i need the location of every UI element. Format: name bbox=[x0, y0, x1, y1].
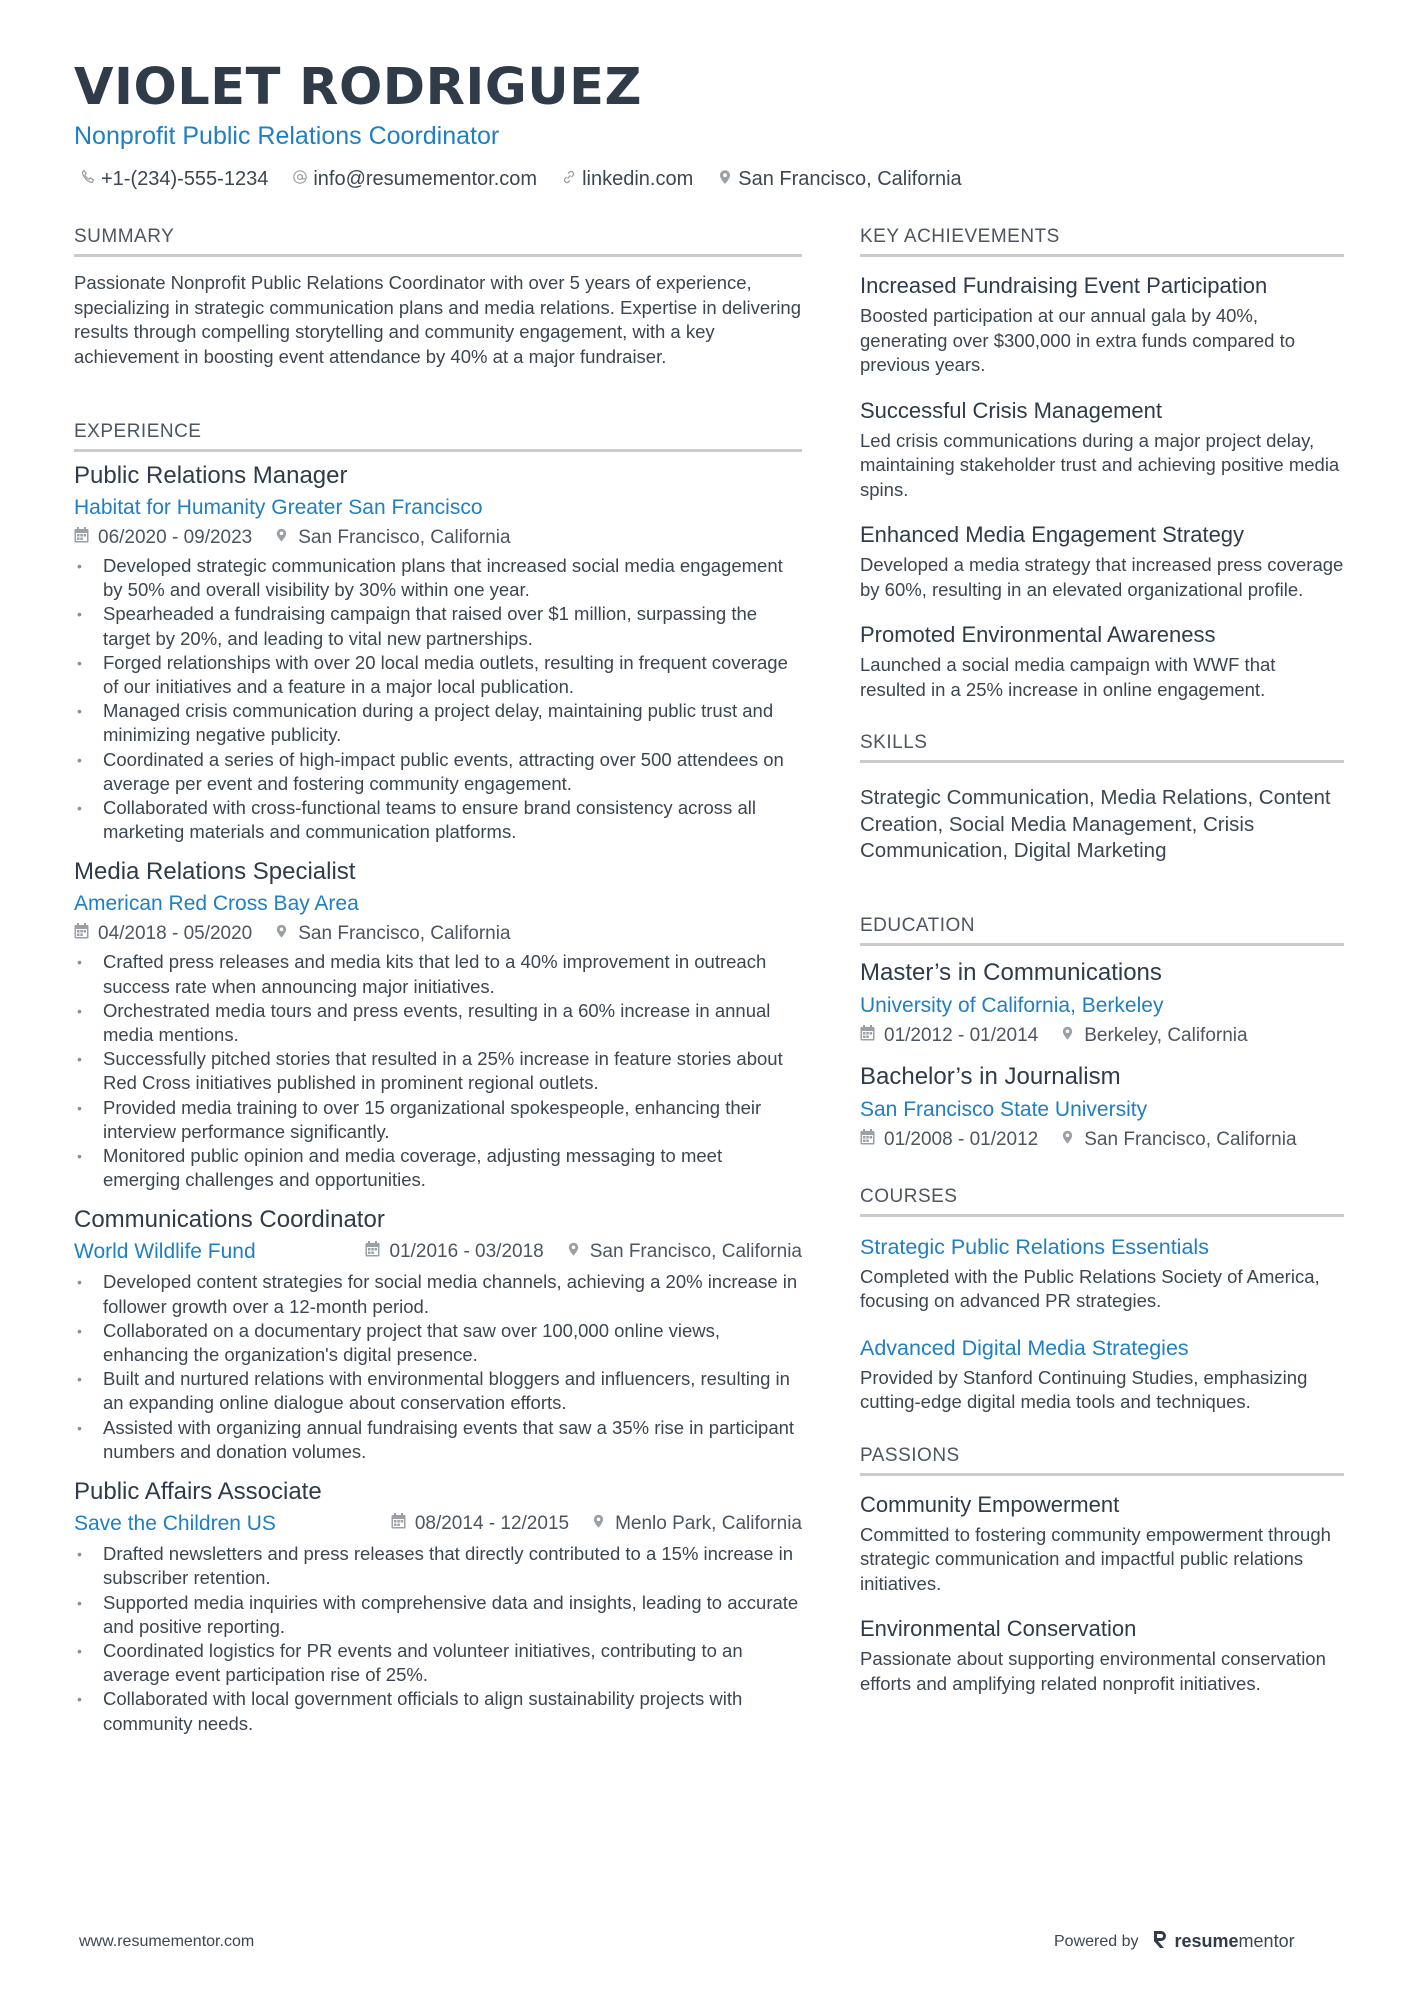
passion-item bbox=[860, 1490, 1344, 1597]
education-heading: EDUCATION bbox=[860, 915, 1344, 946]
job-location bbox=[566, 1238, 802, 1266]
job-meta bbox=[74, 920, 802, 948]
calendar-icon bbox=[74, 920, 89, 948]
job-location bbox=[591, 1510, 802, 1538]
location-pin-icon bbox=[274, 920, 289, 948]
job-bullet: • Provided media training to over 15 organizational spokespeople, enhancing their interview performance significantly. bbox=[74, 1096, 802, 1144]
achievement-desc: Launched a social media campaign with WWF that resulted in a 25% increase in online engagement. bbox=[860, 654, 1276, 700]
education-dates-text: 01/2012 - 01/2014 bbox=[884, 1024, 1039, 1046]
contact-phone-text: +1-(234)-555-1234 bbox=[101, 168, 269, 190]
job-company: Habitat for Humanity Greater San Francisco bbox=[74, 496, 483, 519]
at-icon bbox=[292, 168, 308, 191]
education-location bbox=[1060, 1126, 1296, 1154]
summary-heading: SUMMARY bbox=[74, 226, 802, 257]
education-dates bbox=[860, 1022, 1038, 1050]
job-bullets bbox=[74, 554, 802, 844]
courses-section bbox=[860, 1186, 1344, 1415]
job-dates bbox=[365, 1238, 543, 1266]
candidate-role: Nonprofit Public Relations Coordinator bbox=[74, 122, 500, 150]
job-bullet: • Collaborated on a documentary project that saw over 100,000 online views, enhancing the organization's digital presence. bbox=[74, 1319, 802, 1367]
course-item bbox=[860, 1231, 1344, 1314]
education-location-text: Berkeley, California bbox=[1084, 1024, 1248, 1046]
calendar-icon bbox=[860, 1126, 875, 1154]
course-desc: Completed with the Public Relations Society of America, focusing on advanced PR strategies. bbox=[860, 1265, 1320, 1311]
achievement-item bbox=[860, 520, 1344, 602]
achievements-heading: KEY ACHIEVEMENTS bbox=[860, 226, 1344, 257]
job-location bbox=[274, 524, 510, 552]
achievement-desc: Boosted participation at our annual gala by 40%, generating over $300,000 in extra funds compared to previous years. bbox=[860, 305, 1296, 375]
job-entry bbox=[74, 460, 802, 844]
footer-branding bbox=[1054, 1929, 1295, 1954]
job-bullet: • Collaborated with cross-functional teams to ensure brand consistency across all marketing materials and communication platforms. bbox=[74, 796, 802, 844]
course-title: Strategic Public Relations Essentials bbox=[860, 1234, 1209, 1259]
passion-item bbox=[860, 1614, 1344, 1696]
job-bullet: • Monitored public opinion and media coverage, adjusting messaging to meet emerging challenges and opportunities. bbox=[74, 1144, 802, 1192]
job-dates-text: 04/2018 - 05/2020 bbox=[98, 923, 253, 945]
job-bullet: • Developed content strategies for social media channels, achieving a 20% increase in follower growth over a 12-month period. bbox=[74, 1270, 802, 1318]
achievement-title: Successful Crisis Management bbox=[860, 397, 1163, 423]
powered-by-label: Powered by bbox=[1054, 1932, 1139, 1950]
location-pin-icon bbox=[566, 1238, 581, 1266]
education-school: San Francisco State University bbox=[860, 1097, 1148, 1121]
job-bullet: • Orchestrated media tours and press events, resulting in a 60% increase in annual media mentions. bbox=[74, 999, 802, 1047]
passion-title: Community Empowerment bbox=[860, 1491, 1120, 1517]
job-bullet: • Spearheaded a fundraising campaign that raised over $1 million, surpassing the target by 20%, and leading to vital new partnerships. bbox=[74, 602, 802, 650]
education-dates bbox=[860, 1126, 1038, 1154]
passion-title: Environmental Conservation bbox=[860, 1616, 1137, 1641]
course-desc: Provided by Stanford Continuing Studies, emphasizing cutting-edge digital media tools and techniques. bbox=[860, 1366, 1308, 1412]
footer-website[interactable]: www.resumementor.com bbox=[79, 1933, 255, 1950]
passion-desc: Passionate about supporting environmental conservation efforts and amplifying related nonprofit initiatives. bbox=[860, 1648, 1326, 1694]
job-company: American Red Cross Bay Area bbox=[74, 892, 359, 916]
resumementor-logo-icon bbox=[1151, 1929, 1169, 1954]
location-pin-icon bbox=[1060, 1126, 1075, 1154]
job-title: Public Affairs Associate bbox=[74, 1478, 322, 1506]
job-bullet: • Managed crisis communication during a project delay, maintaining public trust and minimizing negative publicity. bbox=[74, 699, 802, 747]
candidate-name: VIOLET RODRIGUEZ bbox=[74, 58, 642, 117]
location-pin-icon bbox=[1060, 1022, 1075, 1050]
achievement-desc: Led crisis communications during a major project delay, maintaining stakeholder trust and achieving positive media spins. bbox=[860, 429, 1340, 500]
job-bullet: • Coordinated a series of high-impact public events, attracting over 500 attendees on average per event and fostering community engagement. bbox=[74, 748, 802, 796]
achievement-item bbox=[860, 620, 1344, 702]
education-item bbox=[860, 1060, 1344, 1154]
education-meta bbox=[860, 1126, 1344, 1154]
job-location-text: Menlo Park, California bbox=[615, 1513, 802, 1535]
job-bullet: • Assisted with organizing annual fundraising events that saw a 35% rise in participant numbers and donation volumes. bbox=[74, 1416, 802, 1464]
job-entry bbox=[74, 1204, 802, 1464]
education-school: University of California, Berkeley bbox=[860, 993, 1164, 1017]
job-bullet: • Supported media inquiries with comprehensive data and insights, leading to accurate and positive reporting. bbox=[74, 1591, 802, 1639]
job-dates bbox=[391, 1510, 569, 1538]
education-degree: Master’s in Communications bbox=[860, 958, 1162, 986]
job-dates-text: 08/2014 - 12/2015 bbox=[414, 1513, 570, 1535]
job-meta bbox=[74, 524, 802, 552]
education-section bbox=[860, 915, 1344, 1154]
contact-linkedin bbox=[561, 168, 693, 191]
job-bullets bbox=[74, 1270, 802, 1464]
job-company: World Wildlife Fund bbox=[74, 1240, 256, 1264]
brand-logo[interactable] bbox=[1151, 1929, 1295, 1954]
job-location-text: San Francisco, California bbox=[589, 1241, 802, 1263]
contact-email bbox=[292, 168, 537, 191]
achievement-item bbox=[860, 271, 1344, 378]
location-pin-icon bbox=[717, 168, 733, 191]
passion-desc: Committed to fostering community empowerment through strategic communication and impactful public relations initiatives. bbox=[860, 1523, 1331, 1594]
skills-section bbox=[860, 732, 1344, 865]
job-bullet: • Drafted newsletters and press releases that directly contributed to a 15% increase in subscriber retention. bbox=[74, 1542, 802, 1590]
job-bullets bbox=[74, 950, 802, 1192]
contact-location bbox=[717, 168, 961, 191]
job-entry bbox=[74, 1476, 802, 1736]
achievement-desc: Developed a media strategy that increased press coverage by 60%, resulting in an elevated organizational profile. bbox=[860, 554, 1344, 600]
brand-name bbox=[1175, 1931, 1295, 1952]
skills-heading: SKILLS bbox=[860, 732, 1344, 763]
courses-heading: COURSES bbox=[860, 1186, 1344, 1217]
job-dates bbox=[74, 524, 252, 552]
job-company: Save the Children US bbox=[74, 1512, 276, 1536]
contact-location-text: San Francisco, California bbox=[738, 168, 962, 190]
contact-linkedin-text: linkedin.com bbox=[582, 168, 694, 190]
job-bullet: • Forged relationships with over 20 local media outlets, resulting in frequent coverage of our initiatives and a feature in a major local publication. bbox=[74, 651, 802, 699]
left-column bbox=[74, 226, 802, 1748]
job-bullet: • Collaborated with local government officials to align sustainability projects with community needs. bbox=[74, 1687, 802, 1735]
job-meta bbox=[74, 1236, 802, 1268]
passions-heading: PASSIONS bbox=[860, 1445, 1344, 1476]
job-bullet: • Crafted press releases and media kits that led to a 40% improvement in outreach success rate when announcing major initiatives. bbox=[74, 950, 802, 998]
education-location bbox=[1060, 1022, 1247, 1050]
job-meta bbox=[74, 1508, 802, 1540]
course-item bbox=[860, 1332, 1344, 1415]
job-dates bbox=[74, 920, 252, 948]
job-bullet: • Successfully pitched stories that resulted in a 25% increase in feature stories about Red Cross initiatives published in prominent regional outlets. bbox=[74, 1047, 802, 1095]
job-bullet: • Coordinated logistics for PR events and volunteer initiatives, contributing to an average event participation rise of 25%. bbox=[74, 1639, 802, 1687]
contact-email-text: info@resumementor.com bbox=[313, 168, 538, 190]
experience-section bbox=[74, 421, 802, 1736]
achievement-title: Enhanced Media Engagement Strategy bbox=[860, 522, 1245, 547]
calendar-icon bbox=[391, 1510, 406, 1538]
job-entry bbox=[74, 856, 802, 1192]
job-title: Public Relations Manager bbox=[74, 462, 348, 489]
right-column bbox=[860, 226, 1344, 1714]
achievement-title: Promoted Environmental Awareness bbox=[860, 622, 1216, 647]
education-location-text: San Francisco, California bbox=[1084, 1128, 1297, 1150]
calendar-icon bbox=[860, 1022, 875, 1050]
contact-phone bbox=[80, 168, 268, 191]
achievements-section bbox=[860, 226, 1344, 702]
passions-section bbox=[860, 1445, 1344, 1697]
location-pin-icon bbox=[274, 524, 289, 552]
education-item bbox=[860, 956, 1344, 1050]
education-meta bbox=[860, 1022, 1344, 1050]
summary-section bbox=[74, 226, 802, 369]
calendar-icon bbox=[365, 1238, 380, 1266]
link-icon bbox=[561, 168, 577, 191]
calendar-icon bbox=[74, 524, 89, 552]
skills-text: Strategic Communication, Media Relations, Content Creation, Social Media Management, Crisis Communication, Digital Marketing bbox=[860, 786, 1331, 862]
job-bullets bbox=[74, 1542, 802, 1736]
job-bullet: • Developed strategic communication plans that increased social media engagement by 50% and overall visibility by 30% within one year. bbox=[74, 554, 802, 602]
experience-heading: EXPERIENCE bbox=[74, 421, 802, 452]
job-bullet: • Built and nurtured relations with environmental bloggers and influencers, resulting in an expanding online dialogue about conservation efforts. bbox=[74, 1367, 802, 1415]
brand-name-rest: mentor bbox=[1238, 1931, 1295, 1951]
summary-text: Passionate Nonprofit Public Relations Coordinator with over 5 years of experience, specializing in strategic communication plans and media relations. Expertise in delivering results through compelling storytelling and community engagement, with a key achievement in boosting event attendance by 40% at a major fundraiser. bbox=[74, 272, 802, 367]
education-degree: Bachelor’s in Journalism bbox=[860, 1062, 1121, 1090]
job-title: Media Relations Specialist bbox=[74, 858, 356, 886]
contact-row bbox=[80, 168, 962, 191]
achievement-title: Increased Fundraising Event Participation bbox=[860, 273, 1268, 298]
job-dates-text: 01/2016 - 03/2018 bbox=[389, 1241, 544, 1263]
location-pin-icon bbox=[591, 1510, 606, 1538]
phone-icon bbox=[80, 168, 96, 191]
course-title: Advanced Digital Media Strategies bbox=[860, 1335, 1189, 1360]
job-title: Communications Coordinator bbox=[74, 1206, 385, 1234]
brand-name-bold: resume bbox=[1174, 1931, 1239, 1951]
education-dates-text: 01/2008 - 01/2012 bbox=[884, 1128, 1039, 1150]
achievement-item bbox=[860, 396, 1344, 503]
job-location-text: San Francisco, California bbox=[298, 527, 511, 548]
job-location-text: San Francisco, California bbox=[298, 923, 511, 945]
job-location bbox=[274, 920, 510, 948]
job-dates-text: 06/2020 - 09/2023 bbox=[98, 527, 253, 548]
